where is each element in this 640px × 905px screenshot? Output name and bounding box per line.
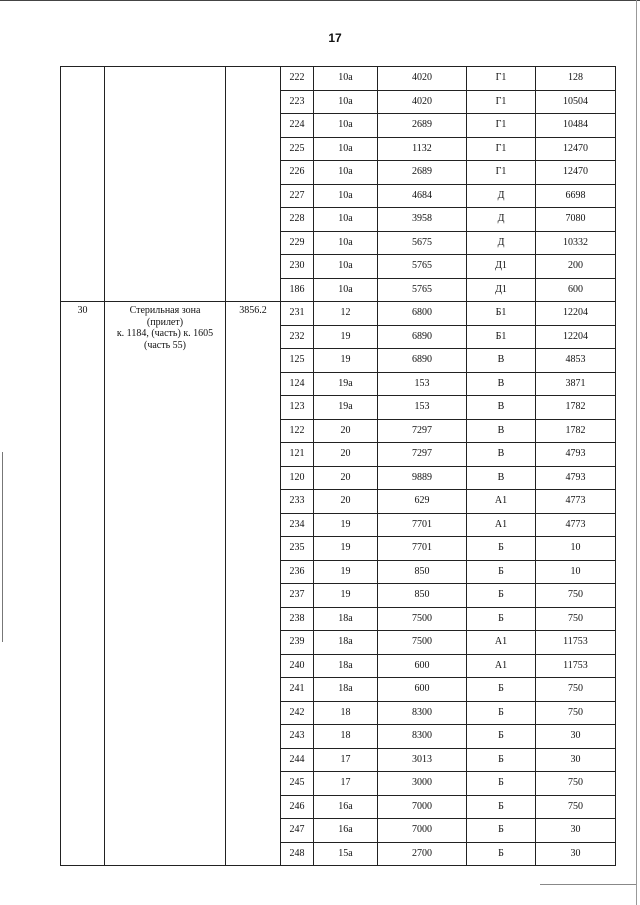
flow-cell: 750 [536,772,616,796]
zone-name-line: (часть 55) [144,339,186,351]
point-number-cell: 234 [281,513,314,537]
distance-cell: 3000 [378,772,467,796]
category-cell: Д [467,231,536,255]
point-number-cell: 243 [281,725,314,749]
category-cell: А1 [467,490,536,514]
distance-cell: 8300 [378,701,467,725]
level-cell: 19 [314,513,378,537]
level-cell: 10а [314,208,378,232]
zone-number-cell [61,67,105,302]
flow-cell: 750 [536,795,616,819]
distance-cell: 2689 [378,114,467,138]
data-table [60,66,616,866]
flow-cell: 11753 [536,631,616,655]
point-number-cell: 224 [281,114,314,138]
point-number-cell: 236 [281,560,314,584]
category-cell: Б [467,748,536,772]
distance-cell: 2689 [378,161,467,185]
point-number-cell: 232 [281,325,314,349]
level-cell: 10а [314,90,378,114]
distance-cell: 3013 [378,748,467,772]
category-cell: Д1 [467,255,536,279]
point-number-cell: 120 [281,466,314,490]
flow-cell: 128 [536,67,616,91]
category-cell: Д1 [467,278,536,302]
distance-cell: 600 [378,678,467,702]
distance-cell: 850 [378,584,467,608]
category-cell: Б [467,678,536,702]
distance-cell: 5765 [378,278,467,302]
point-number-cell: 238 [281,607,314,631]
point-number-cell: 231 [281,302,314,326]
flow-cell: 3871 [536,372,616,396]
level-cell: 19 [314,584,378,608]
flow-cell: 12204 [536,302,616,326]
scan-border-right [636,0,637,905]
category-cell: Д [467,184,536,208]
flow-cell: 10484 [536,114,616,138]
category-cell: А1 [467,513,536,537]
level-cell: 18 [314,725,378,749]
distance-cell: 7297 [378,419,467,443]
level-cell: 15а [314,842,378,866]
distance-cell: 7500 [378,631,467,655]
flow-cell: 10 [536,560,616,584]
point-number-cell: 227 [281,184,314,208]
point-number-cell: 240 [281,654,314,678]
level-cell: 10а [314,67,378,91]
category-cell: Б [467,701,536,725]
level-cell: 20 [314,490,378,514]
flow-cell: 10 [536,537,616,561]
flow-cell: 600 [536,278,616,302]
distance-cell: 4020 [378,90,467,114]
point-number-cell: 235 [281,537,314,561]
zone-name-line: Стерильная зона [129,305,201,316]
point-number-cell: 121 [281,443,314,467]
flow-cell: 30 [536,725,616,749]
flow-cell: 30 [536,842,616,866]
level-cell: 20 [314,419,378,443]
category-cell: Б [467,607,536,631]
point-number-cell: 186 [281,278,314,302]
point-number-cell: 239 [281,631,314,655]
distance-cell: 6890 [378,325,467,349]
category-cell: В [467,443,536,467]
level-cell: 20 [314,443,378,467]
distance-cell: 2700 [378,842,467,866]
distance-cell: 6800 [378,302,467,326]
flow-cell: 750 [536,678,616,702]
flow-cell: 4793 [536,443,616,467]
category-cell: Г1 [467,90,536,114]
level-cell: 10а [314,161,378,185]
category-cell: Б [467,819,536,843]
flow-cell: 4793 [536,466,616,490]
category-cell: Б [467,560,536,584]
distance-cell: 3958 [378,208,467,232]
category-cell: Б [467,842,536,866]
level-cell: 18а [314,678,378,702]
level-cell: 10а [314,114,378,138]
category-cell: Б1 [467,325,536,349]
category-cell: А1 [467,654,536,678]
flow-cell: 30 [536,748,616,772]
level-cell: 19 [314,349,378,373]
flow-cell: 7080 [536,208,616,232]
flow-cell: 200 [536,255,616,279]
level-cell: 16а [314,795,378,819]
point-number-cell: 125 [281,349,314,373]
distance-cell: 7701 [378,513,467,537]
category-cell: Г1 [467,161,536,185]
point-number-cell: 226 [281,161,314,185]
table-body [61,67,616,866]
table-row [61,67,616,91]
point-number-cell: 246 [281,795,314,819]
point-number-cell: 230 [281,255,314,279]
point-number-cell: 223 [281,90,314,114]
level-cell: 10а [314,137,378,161]
flow-cell: 4773 [536,490,616,514]
zone-name-line: к. 1184, (часть) к. 1605 [116,328,214,339]
distance-cell: 5765 [378,255,467,279]
distance-cell: 5675 [378,231,467,255]
scan-border-top [0,0,640,1]
point-number-cell: 123 [281,396,314,420]
flow-cell: 6698 [536,184,616,208]
distance-cell: 7500 [378,607,467,631]
flow-cell: 4773 [536,513,616,537]
level-cell: 18а [314,631,378,655]
distance-cell: 1132 [378,137,467,161]
point-number-cell: 241 [281,678,314,702]
zone-name-line: (прилет) [146,316,184,328]
distance-cell: 7000 [378,819,467,843]
flow-cell: 12470 [536,137,616,161]
point-number-cell: 229 [281,231,314,255]
category-cell: В [467,372,536,396]
distance-cell: 153 [378,372,467,396]
level-cell: 18 [314,701,378,725]
flow-cell: 1782 [536,419,616,443]
category-cell: В [467,419,536,443]
level-cell: 18а [314,607,378,631]
scan-mark-bottom [540,884,636,885]
level-cell: 19 [314,560,378,584]
level-cell: 12 [314,302,378,326]
level-cell: 10а [314,231,378,255]
distance-cell: 629 [378,490,467,514]
flow-cell: 10332 [536,231,616,255]
point-number-cell: 237 [281,584,314,608]
flow-cell: 10504 [536,90,616,114]
scan-mark-left [2,452,3,642]
category-cell: В [467,466,536,490]
category-cell: В [467,396,536,420]
flow-cell: 12204 [536,325,616,349]
distance-cell: 7701 [378,537,467,561]
flow-cell: 30 [536,819,616,843]
level-cell: 19а [314,372,378,396]
level-cell: 17 [314,748,378,772]
point-number-cell: 248 [281,842,314,866]
flow-cell: 4853 [536,349,616,373]
category-cell: Б [467,584,536,608]
flow-cell: 750 [536,607,616,631]
point-number-cell: 122 [281,419,314,443]
category-cell: Г1 [467,67,536,91]
zone-number-cell: 30 [61,302,105,866]
distance-cell: 153 [378,396,467,420]
level-cell: 20 [314,466,378,490]
distance-cell: 6890 [378,349,467,373]
point-number-cell: 247 [281,819,314,843]
point-number-cell: 124 [281,372,314,396]
zone-area-cell [226,67,281,302]
distance-cell: 7000 [378,795,467,819]
flow-cell: 11753 [536,654,616,678]
point-number-cell: 233 [281,490,314,514]
point-number-cell: 222 [281,67,314,91]
distance-cell: 850 [378,560,467,584]
category-cell: Б1 [467,302,536,326]
point-number-cell: 245 [281,772,314,796]
table-row [61,302,616,326]
point-number-cell: 244 [281,748,314,772]
distance-cell: 600 [378,654,467,678]
level-cell: 19а [314,396,378,420]
level-cell: 10а [314,278,378,302]
category-cell: Б [467,725,536,749]
point-number-cell: 225 [281,137,314,161]
flow-cell: 1782 [536,396,616,420]
distance-cell: 4020 [378,67,467,91]
category-cell: В [467,349,536,373]
distance-cell: 8300 [378,725,467,749]
level-cell: 19 [314,537,378,561]
flow-cell: 750 [536,701,616,725]
zone-name-cell [105,302,226,866]
level-cell: 16а [314,819,378,843]
category-cell: Г1 [467,114,536,138]
category-cell: Д [467,208,536,232]
category-cell: Б [467,795,536,819]
category-cell: Б [467,772,536,796]
distance-cell: 7297 [378,443,467,467]
level-cell: 17 [314,772,378,796]
level-cell: 19 [314,325,378,349]
point-number-cell: 228 [281,208,314,232]
distance-cell: 9889 [378,466,467,490]
category-cell: Г1 [467,137,536,161]
level-cell: 18а [314,654,378,678]
level-cell: 10а [314,255,378,279]
zone-area-cell: 3856.2 [226,302,281,866]
zone-name-cell [105,67,226,302]
flow-cell: 12470 [536,161,616,185]
distance-cell: 4684 [378,184,467,208]
flow-cell: 750 [536,584,616,608]
category-cell: А1 [467,631,536,655]
page-number: 17 [328,31,342,45]
level-cell: 10а [314,184,378,208]
point-number-cell: 242 [281,701,314,725]
category-cell: Б [467,537,536,561]
